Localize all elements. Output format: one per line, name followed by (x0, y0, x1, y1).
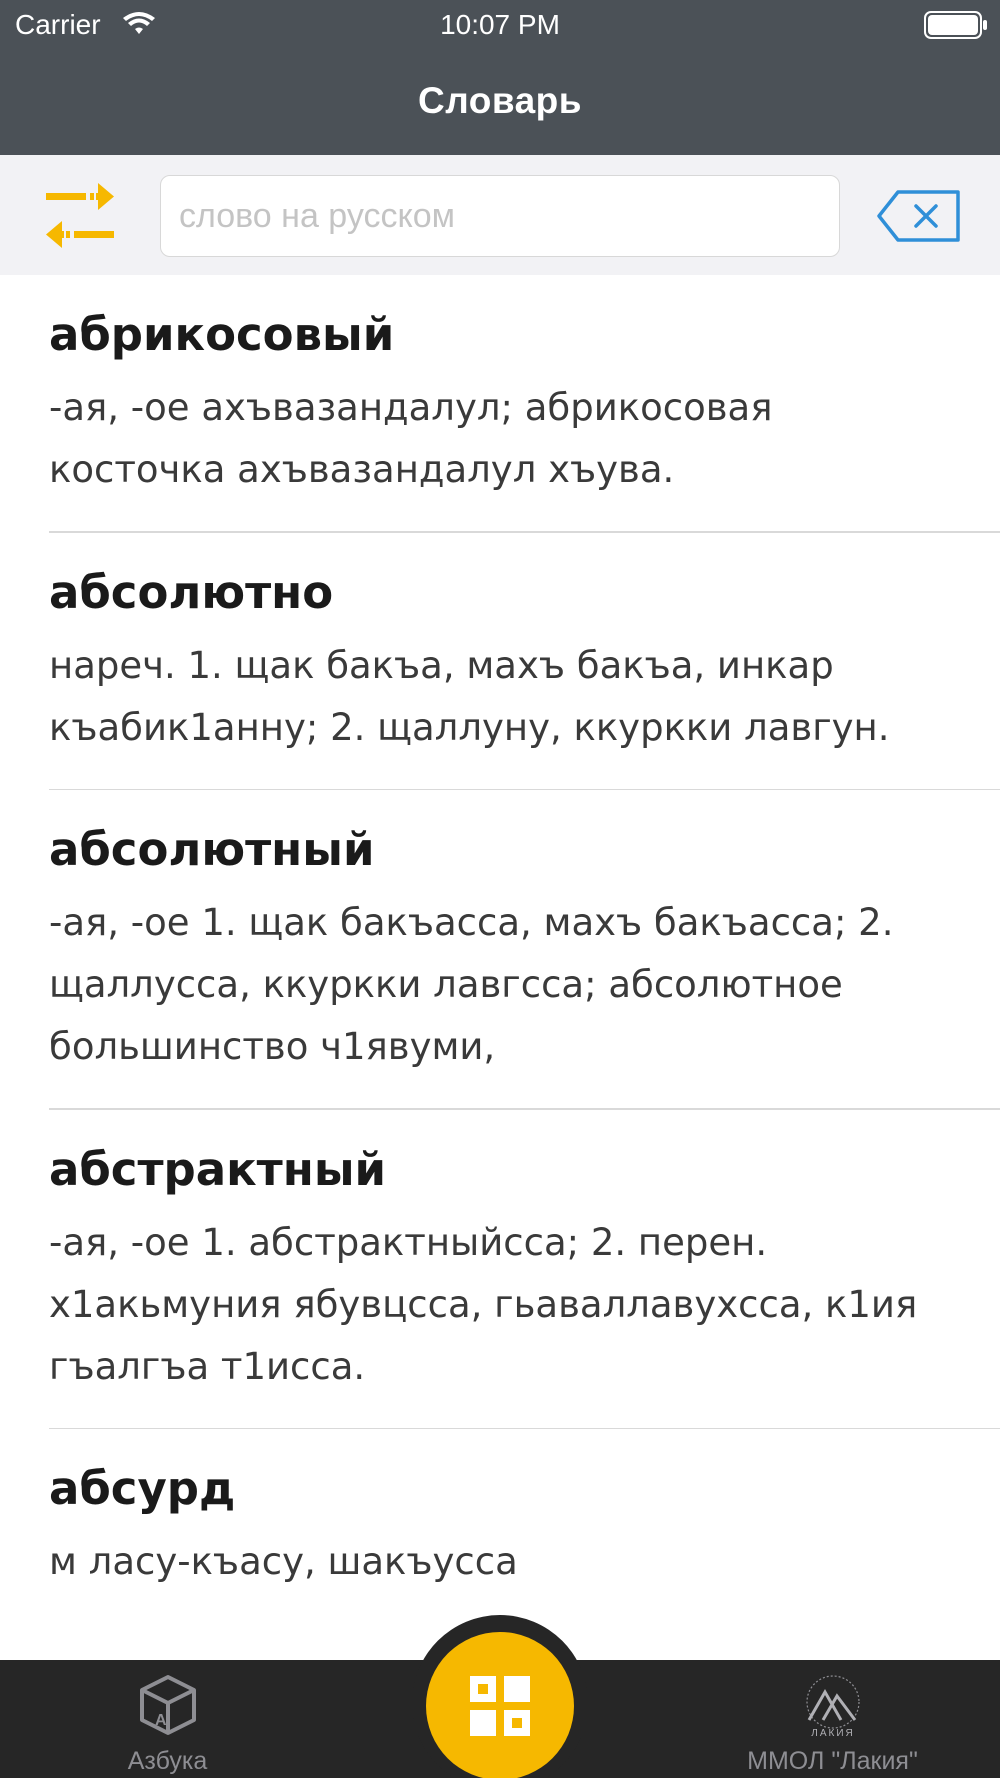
list-item[interactable] (0, 275, 1000, 531)
entry-definition: м ласу-къасу, шакъусса (49, 1540, 518, 1583)
search-bar (0, 155, 1000, 275)
grid-icon (426, 1632, 574, 1778)
search-input[interactable] (160, 175, 840, 257)
entry-headword: абстрактный (49, 1142, 387, 1196)
list-item[interactable] (0, 533, 1000, 789)
clock: 10:07 PM (440, 9, 560, 40)
list-item[interactable] (0, 1429, 1000, 1623)
page-title: Словарь (417, 80, 583, 121)
entry-headword: абрикосовый (49, 308, 395, 361)
entry-definition: -ая, -ое ахъвазандалул; абрикосовая косточка ахъвазандалул хъува. (49, 386, 773, 491)
swap-language-icon[interactable] (38, 181, 122, 251)
svg-text:ЛАКИЯ: ЛАКИЯ (810, 1728, 855, 1739)
entry-definition: нареч. 1. щак бакъа, махъ бакъа, инкар къабик1анну; 2. щаллуну, ккуркки лавгун. (49, 643, 890, 749)
entry-headword: абсолютный (49, 823, 375, 876)
lakia-logo-icon (793, 1674, 873, 1740)
battery-icon (924, 11, 988, 39)
status-bar (0, 0, 1000, 50)
tab-azbuka-label: Азбука (127, 1747, 208, 1775)
svg-text:А: А (154, 1712, 167, 1729)
entry-definition: -ая, -ое 1. щак бакъасса, махъ бакъасса; 2. щаллусса, ккуркки лавгсса; абсолютное большинство ч1явуми, (49, 901, 894, 1068)
dictionary-tab-button[interactable] (426, 1632, 574, 1778)
alphabet-cube-icon (138, 1674, 198, 1736)
clear-backspace-icon[interactable] (876, 189, 962, 243)
entry-headword: абсурд (49, 1462, 236, 1515)
tab-lakia-label: ММОЛ "Лакия" (747, 1747, 918, 1775)
carrier-label: Carrier (15, 9, 101, 40)
list-item[interactable] (0, 790, 1000, 1108)
dictionary-list (0, 275, 1000, 1660)
entry-definition: -ая, -ое 1. абстрактныйсса; 2. перен. х1акьмуния ябувцсса, гьаваллавухсса, к1ия гъалгъа т1исса. (49, 1220, 918, 1388)
entry-headword: абсолютно (49, 565, 334, 619)
list-item[interactable] (0, 1110, 1000, 1428)
tab-lakia[interactable] (720, 1660, 945, 1778)
top-bar (0, 0, 1000, 155)
tab-azbuka[interactable] (95, 1660, 240, 1778)
